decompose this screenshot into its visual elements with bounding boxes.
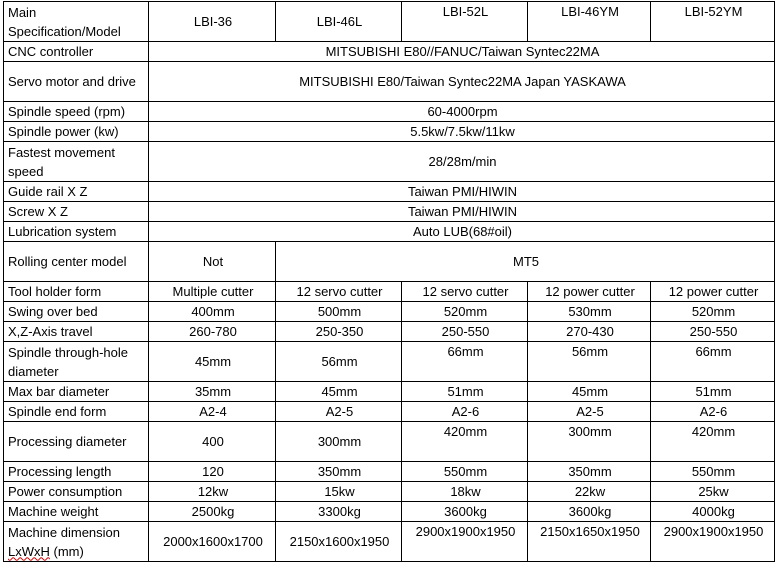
row-value: 12kw [149, 482, 276, 502]
table-row-spindle-speed [4, 102, 775, 122]
header-label-cell: Main Specification/Model [4, 2, 149, 42]
row-value: 550mm [651, 462, 775, 482]
table-row-weight [4, 502, 775, 522]
row-value: 350mm [528, 462, 651, 482]
row-value: 56mm [276, 342, 402, 382]
dimension-label-unit: (mm) [49, 543, 84, 559]
row-value: 15kw [276, 482, 402, 502]
row-value: 28/28m/min [149, 142, 775, 182]
row-value: 2500kg [149, 502, 276, 522]
model-header-cell: LBI-52L [402, 2, 528, 42]
row-value: 400mm [149, 302, 276, 322]
row-value: 45mm [276, 382, 402, 402]
row-label: Fastest movement speed [4, 142, 149, 182]
row-label: Power consumption [4, 482, 149, 502]
row-value: A2-6 [402, 402, 528, 422]
row-value: Auto LUB(68#oil) [149, 222, 775, 242]
row-value: 51mm [402, 382, 528, 402]
table-row-spindle-power [4, 122, 775, 142]
row-value: Taiwan PMI/HIWIN [149, 202, 775, 222]
row-value: A2-5 [528, 402, 651, 422]
row-label: Tool holder form [4, 282, 149, 302]
row-label: Screw X Z [4, 202, 149, 222]
row-value: 4000kg [651, 502, 775, 522]
model-header-cell: LBI-46YM [528, 2, 651, 42]
row-value: Taiwan PMI/HIWIN [149, 182, 775, 202]
row-value: 56mm [528, 342, 651, 382]
row-label: Servo motor and drive [4, 62, 149, 102]
table-row-spindle-end [4, 402, 775, 422]
row-label: Guide rail X Z [4, 182, 149, 202]
dimension-label-lxwxh: LxWxH [8, 543, 50, 559]
row-value: 60-4000rpm [149, 102, 775, 122]
table-row-swing [4, 302, 775, 322]
table-row-lubrication [4, 222, 775, 242]
row-value: 300mm [528, 422, 651, 462]
table-row-processing-length [4, 462, 775, 482]
row-label: Spindle end form [4, 402, 149, 422]
model-header-cell: LBI-36 [149, 2, 276, 42]
table-row-guide-rail [4, 182, 775, 202]
table-row-fastest-speed [4, 142, 775, 182]
row-value: 12 power cutter [528, 282, 651, 302]
row-value: 250-550 [651, 322, 775, 342]
row-value: 35mm [149, 382, 276, 402]
row-value: 3600kg [402, 502, 528, 522]
row-value: 3300kg [276, 502, 402, 522]
row-value: MT5 [276, 242, 775, 282]
row-value: 3600kg [528, 502, 651, 522]
row-label: Max bar diameter [4, 382, 149, 402]
row-label: Spindle speed (rpm) [4, 102, 149, 122]
row-value: 12 power cutter [651, 282, 775, 302]
table-row-servo [4, 62, 775, 102]
row-value: 520mm [402, 302, 528, 322]
table-row-max-bar [4, 382, 775, 402]
model-header-cell: LBI-52YM [651, 2, 775, 42]
row-label: Lubrication system [4, 222, 149, 242]
row-value: 45mm [149, 342, 276, 382]
specification-table [3, 1, 775, 562]
row-value: 530mm [528, 302, 651, 322]
row-value: 25kw [651, 482, 775, 502]
row-value: 66mm [402, 342, 528, 382]
row-label: CNC controller [4, 42, 149, 62]
row-value: 260-780 [149, 322, 276, 342]
row-value: 250-550 [402, 322, 528, 342]
row-label: Machine weight [4, 502, 149, 522]
row-value: Not [149, 242, 276, 282]
row-label: Swing over bed [4, 302, 149, 322]
row-value: 45mm [528, 382, 651, 402]
row-label: Processing diameter [4, 422, 149, 462]
row-value: 520mm [651, 302, 775, 322]
row-value: A2-5 [276, 402, 402, 422]
row-value: 51mm [651, 382, 775, 402]
row-value: 550mm [402, 462, 528, 482]
row-label: Rolling center model [4, 242, 149, 282]
dimension-label-line1: Machine dimension [8, 524, 121, 540]
row-value: 500mm [276, 302, 402, 322]
row-value: 2150x1600x1950 [276, 522, 402, 562]
row-value: 2000x1600x1700 [149, 522, 276, 562]
row-value: 270-430 [528, 322, 651, 342]
row-value: Multiple cutter [149, 282, 276, 302]
table-row-dimension [4, 522, 775, 562]
table-row-through-hole [4, 342, 775, 382]
row-label [4, 522, 149, 562]
table-row-travel [4, 322, 775, 342]
row-value: 2150x1650x1950 [528, 522, 651, 562]
row-value: 300mm [276, 422, 402, 462]
row-value: 12 servo cutter [402, 282, 528, 302]
table-row-processing-diameter [4, 422, 775, 462]
row-value: 22kw [528, 482, 651, 502]
row-value: 420mm [651, 422, 775, 462]
table-row-cnc [4, 42, 775, 62]
row-value: MITSUBISHI E80//FANUC/Taiwan Syntec22MA [149, 42, 775, 62]
row-value: 18kw [402, 482, 528, 502]
row-value: 2900x1900x1950 [651, 522, 775, 562]
row-value: 350mm [276, 462, 402, 482]
table-row-power-consumption [4, 482, 775, 502]
row-label: Spindle through-hole diameter [4, 342, 149, 382]
table-row-header [4, 2, 775, 42]
row-label: X,Z-Axis travel [4, 322, 149, 342]
row-value: 66mm [651, 342, 775, 382]
row-value: 5.5kw/7.5kw/11kw [149, 122, 775, 142]
row-value: 250-350 [276, 322, 402, 342]
row-value: MITSUBISHI E80/Taiwan Syntec22MA Japan YASKAWA [149, 62, 775, 102]
row-value: A2-6 [651, 402, 775, 422]
row-value: 400 [149, 422, 276, 462]
table-row-tool-holder [4, 282, 775, 302]
table-row-screw [4, 202, 775, 222]
row-value: 12 servo cutter [276, 282, 402, 302]
row-value: 120 [149, 462, 276, 482]
model-header-cell: LBI-46L [276, 2, 402, 42]
row-label: Processing length [4, 462, 149, 482]
row-value: 2900x1900x1950 [402, 522, 528, 562]
row-label: Spindle power (kw) [4, 122, 149, 142]
row-value: A2-4 [149, 402, 276, 422]
table-row-rolling-center [4, 242, 775, 282]
row-value: 420mm [402, 422, 528, 462]
